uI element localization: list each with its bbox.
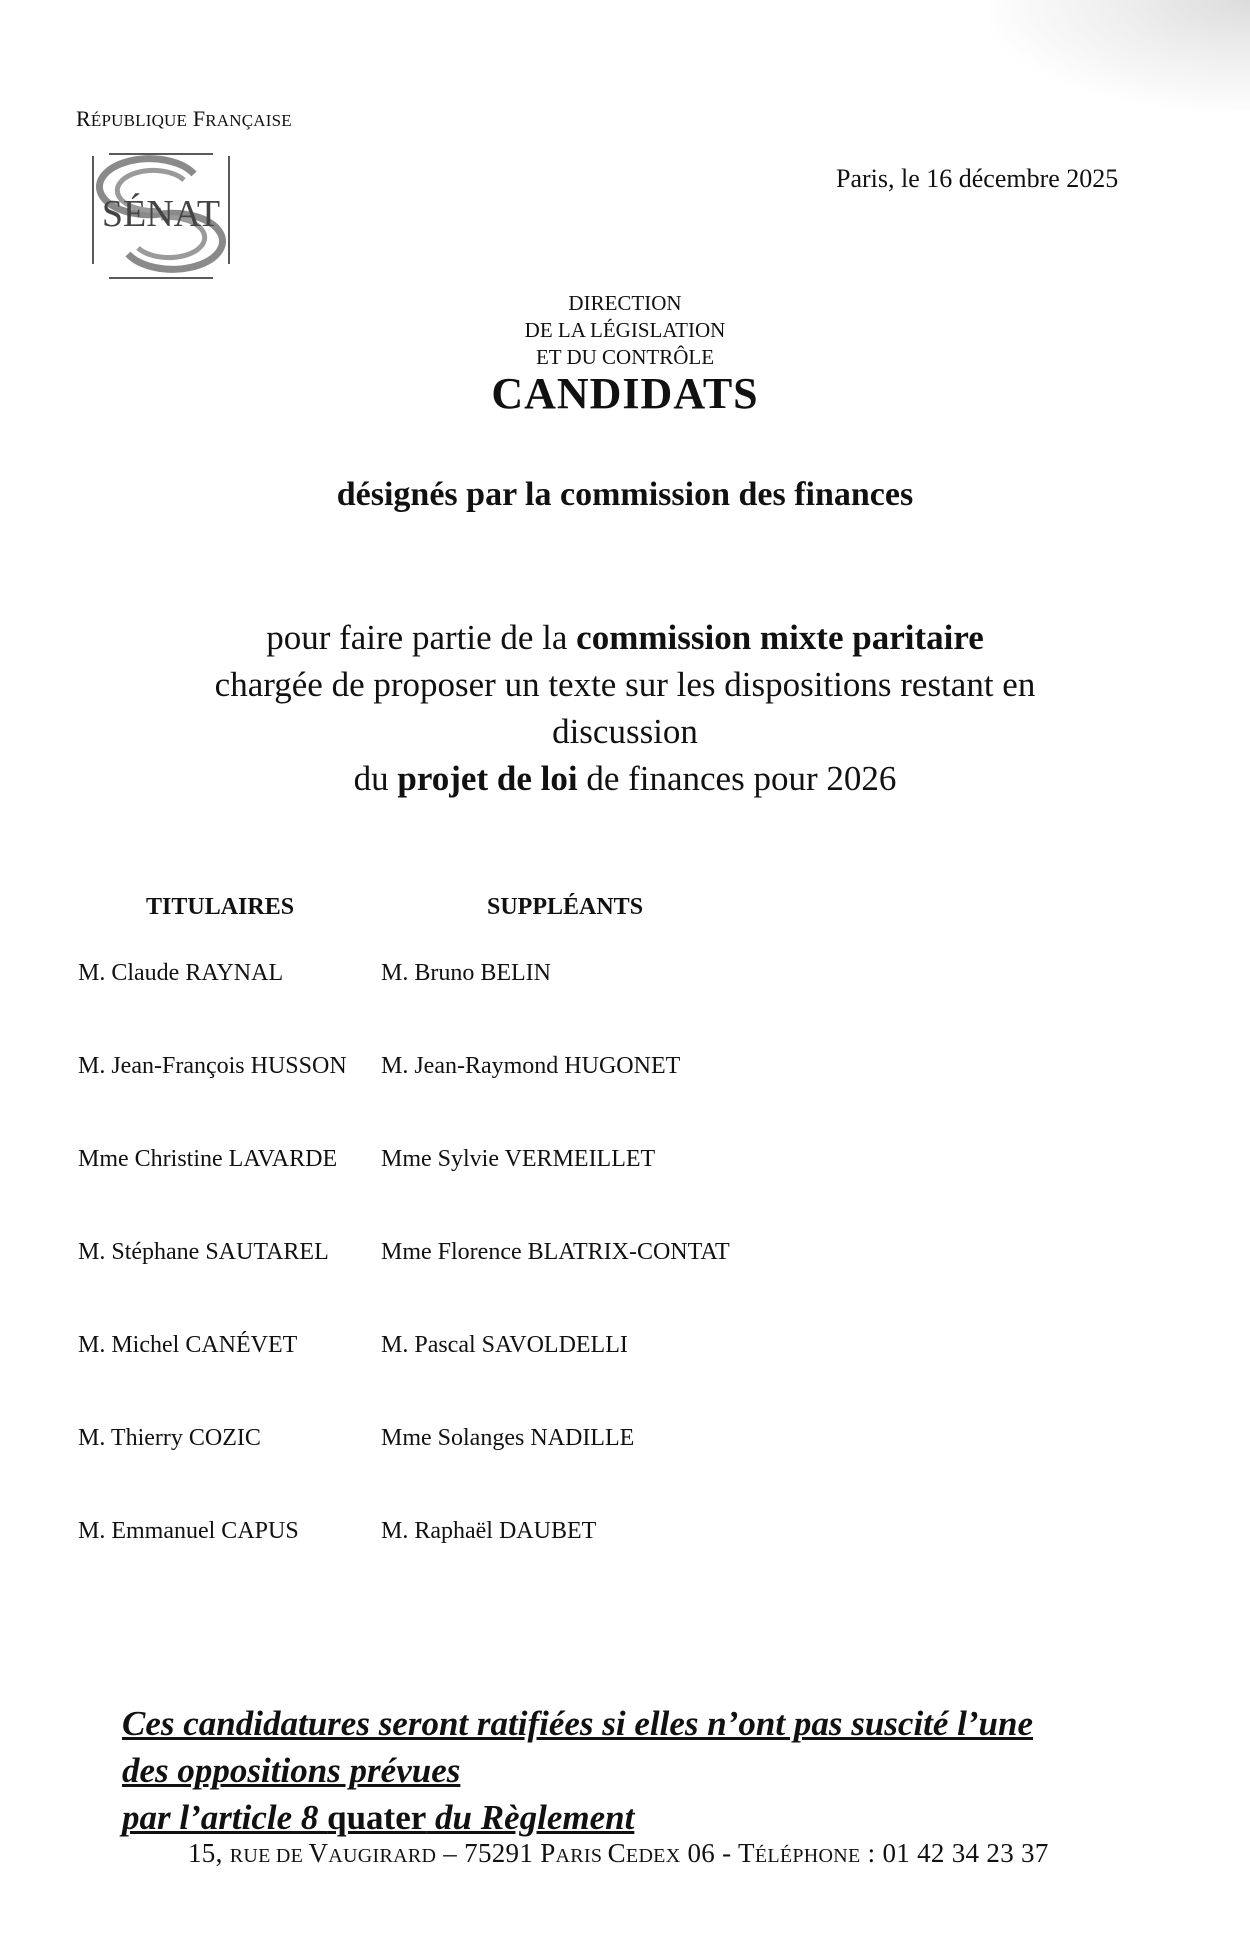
republic-header: RÉPUBLIQUE FRANÇAISE (76, 106, 292, 131)
document-date: Paris, le 16 décembre 2025 (836, 164, 1119, 193)
member-row (0, 1332, 1250, 1372)
direction-line: ET DU CONTRÔLE (535, 345, 715, 369)
suppleants-header: SUPPLÉANTS (487, 894, 644, 920)
suppleant-name: M. Bruno BELIN (381, 960, 551, 986)
member-row (0, 960, 1250, 1000)
suppleant-name: M. Raphaël DAUBET (381, 1518, 597, 1544)
page-corner-shadow (990, 0, 1250, 110)
suppleant-name: Mme Sylvie VERMEILLET (381, 1146, 656, 1172)
suppleant-name: Mme Solanges NADILLE (381, 1425, 635, 1451)
titulaire-name: M. Claude RAYNAL (78, 960, 284, 986)
page-subtitle: désignés par la commission des finances (336, 476, 914, 513)
direction-line: DE LA LÉGISLATION (524, 318, 726, 342)
senat-logo-text: SÉNAT (101, 193, 221, 235)
member-row (0, 1239, 1250, 1279)
titulaire-name: M. Thierry COZIC (78, 1425, 261, 1451)
direction-line: DIRECTION (568, 291, 682, 315)
suppleant-name: M. Pascal SAVOLDELLI (381, 1332, 628, 1358)
suppleant-name: Mme Florence BLATRIX-CONTAT (381, 1239, 730, 1265)
purpose-paragraph: pour faire partie de la commission mixte paritaire chargée de proposer un texte sur les dispositions restant en discussion du projet de loi de finances pour 2026 (214, 618, 1036, 798)
suppleant-name: M. Jean-Raymond HUGONET (381, 1053, 681, 1079)
member-row (0, 1053, 1250, 1093)
ratification-notice: Ces candidatures seront ratifiées si elles n’ont pas suscité l’une des oppositions prévues par l’article 8 quater du Règlement (122, 1704, 1034, 1837)
titulaire-name: Mme Christine LAVARDE (78, 1146, 338, 1172)
titulaire-name: M. Michel CANÉVET (78, 1332, 298, 1358)
page-title: CANDIDATS (491, 369, 759, 418)
member-row (0, 1425, 1250, 1465)
titulaires-header: TITULAIRES (146, 894, 295, 920)
titulaire-name: M. Stéphane SAUTAREL (78, 1239, 329, 1265)
member-row (0, 1146, 1250, 1186)
member-row (0, 1518, 1250, 1558)
titulaire-name: M. Jean-François HUSSON (78, 1053, 347, 1079)
footer-address: 15, RUE DE VAUGIRARD – 75291 PARIS CEDEX 06 - TÉLÉPHONE : 01 42 34 23 37 (188, 1838, 1049, 1868)
direction-heading (0, 290, 1250, 371)
senat-logo (90, 144, 232, 284)
titulaire-name: M. Emmanuel CAPUS (78, 1518, 299, 1544)
